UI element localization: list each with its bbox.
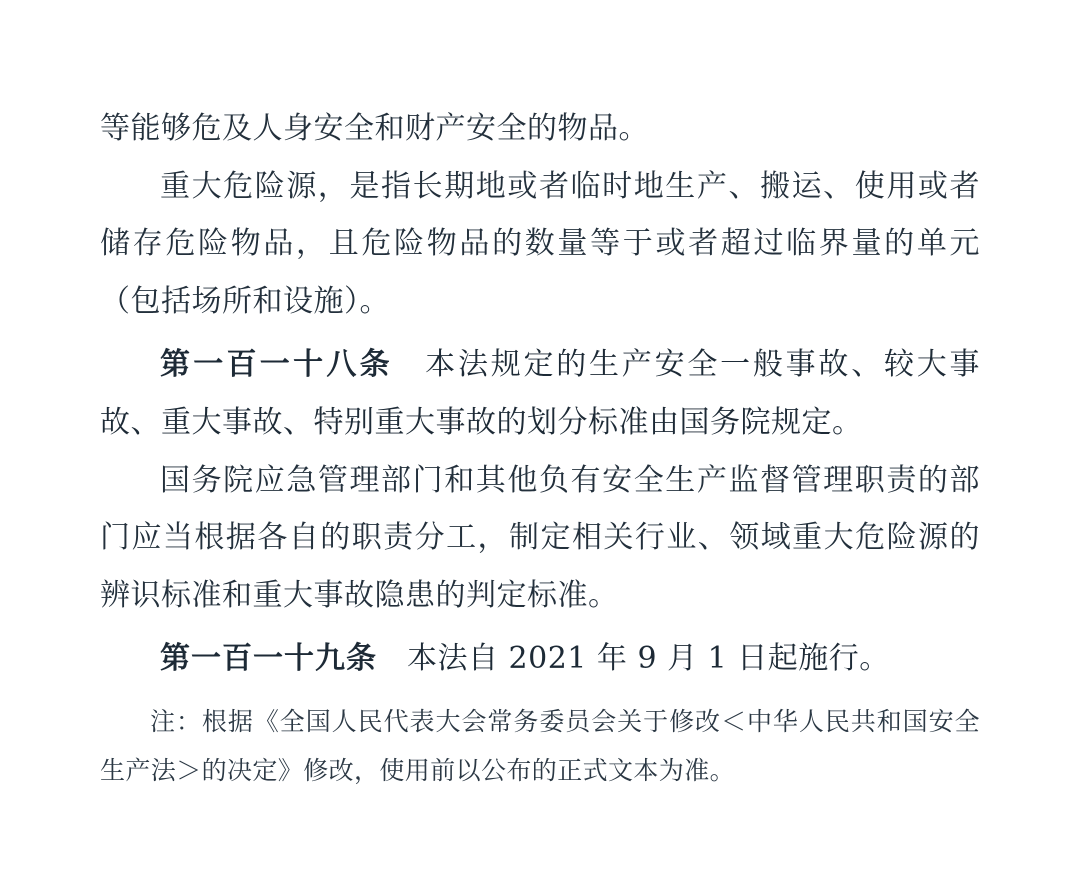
paragraph-continued: 等能够危及人身安全和财产安全的物品。 [100,111,649,146]
article-119 [100,630,980,688]
article-119-number: 第一百一十九条 [160,641,377,677]
paragraph-state-council-departments: 国务院应急管理部门和其他负有安全生产监督管理职责的部门应当根据各自的职责分工，制定相关行业、领域重大危险源的辨识标准和重大事故隐患的判定标准。 [100,462,980,613]
article-118-number: 第一百一十八条 [160,347,393,383]
article-119-text: 本法自 2021 年 9 月 1 日起施行。 [407,641,890,677]
document-body [100,100,980,795]
amendment-note: 注：根据《全国人民代表大会常务委员会关于修改＜中华人民共和国安全生产法＞的决定》修改，使用前以公布的正式文本为准。 [100,706,980,785]
article-118-text: 本法规定的生产安全一般事故、较大事故、重大事故、特别重大事故的划分标准由国务院规定。 [100,347,981,440]
paragraph-major-hazard-definition: 重大危险源，是指长期地或者临时地生产、搬运、使用或者储存危险物品，且危险物品的数量等于或者超过临界量的单元（包括场所和设施）。 [100,168,980,319]
article-118 [100,336,980,451]
